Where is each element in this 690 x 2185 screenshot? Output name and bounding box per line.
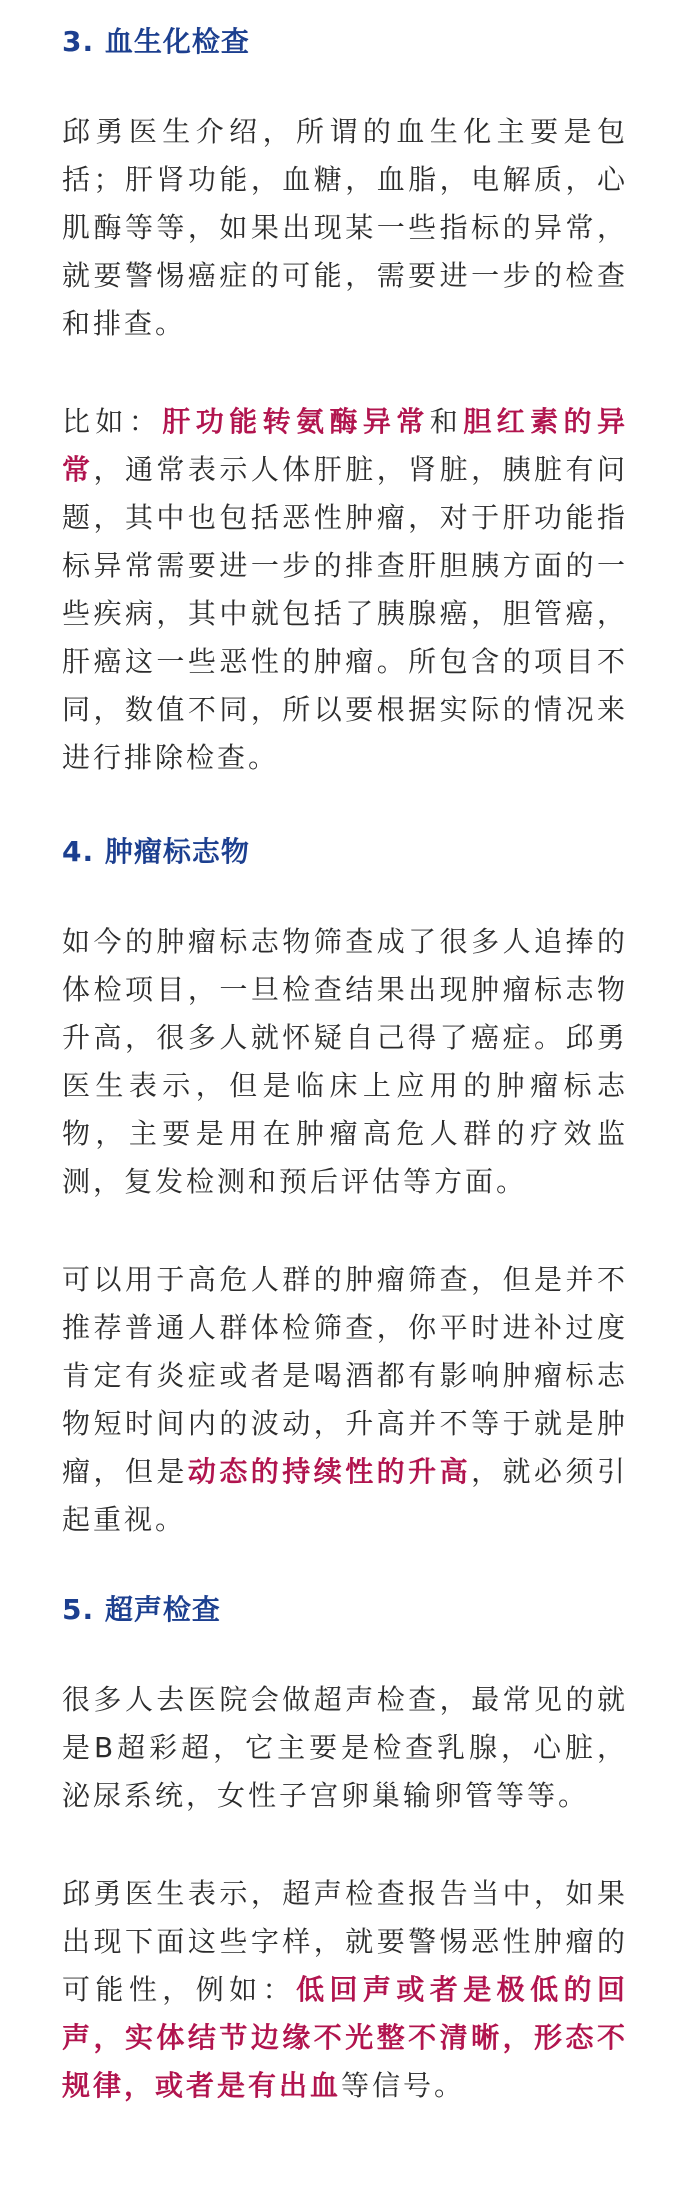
paragraph-tumor-markers-intro [62,918,628,1206]
paragraph-liver-function [62,398,628,782]
section-heading-ultrasound: 5. 超声检查 [62,1593,221,1626]
paragraph-text: 邱勇医生表示，超声检查报告当中，如果出现下面这些字样，就要警惕恶性肿瘤的可能性，例如： [62,1877,628,2006]
paragraph-blood-biochemistry-intro [62,108,628,348]
paragraph-text: 可以用于高危人群的肿瘤筛查，但是并不推荐普通人群体检筛查，你平时进补过度肯定有炎症或者是喝酒都有影响肿瘤标志物短时间内的波动，升高并不等于就是肿瘤，但是 [62,1263,628,1488]
highlight-transaminase: 肝功能转氨酶异常 [162,405,430,438]
paragraph-tumor-markers-screening [62,1256,628,1544]
section-heading-blood-biochemistry: 3. 血生化检查 [62,25,250,58]
highlight-bilirubin: 胆红素的异常 [62,405,628,486]
highlight-ultrasound-signals: 低回声或者是极低的回声，实体结节边缘不光整不清晰，形态不规律，或者是有出血 [62,1973,628,2102]
paragraph-text: 邱勇医生介绍，所谓的血生化主要是包括；肝肾功能，血糖，血脂，电解质，心肌酶等等，如果出现某一些指标的异常，就要警惕癌症的可能，需要进一步的检查和排查。 [62,115,628,340]
paragraph-text: 如今的肿瘤标志物筛查成了很多人追捧的体检项目，一旦检查结果出现肿瘤标志物升高，很多人就怀疑自己得了癌症。邱勇医生表示，但是临床上应用的肿瘤标志物，主要是用在肿瘤高危人群的疗效监测，复发检测和预后评估等方面。 [62,925,628,1198]
paragraph-text: 比如： [62,405,163,438]
paragraph-text: 很多人去医院会做超声检查，最常见的就是B超彩超，它主要是检查乳腺，心脏，泌尿系统，女性子宫卵巢输卵管等等。 [62,1683,628,1812]
section-heading-tumor-markers: 4. 肿瘤标志物 [62,835,250,868]
paragraph-text: 等信号。 [341,2069,466,2102]
paragraph-ultrasound-signals [62,1870,628,2110]
paragraph-text: ，通常表示人体肝脏，肾脏，胰脏有问题，其中也包括恶性肿瘤，对于肝功能指标异常需要进一步的排查肝胆胰方面的一些疾病，其中就包括了胰腺癌，胆管癌，肝癌这一些恶性的肿瘤。所包含的项目不同，数值不同，所以要根据实际的情况来进行排除检查。 [62,453,628,774]
paragraph-text: 和 [429,405,464,438]
highlight-continuous-rise: 动态的持续性的升高 [187,1455,472,1488]
paragraph-ultrasound-intro [62,1676,628,1820]
paragraph-text: ，就必须引起重视。 [62,1455,628,1536]
